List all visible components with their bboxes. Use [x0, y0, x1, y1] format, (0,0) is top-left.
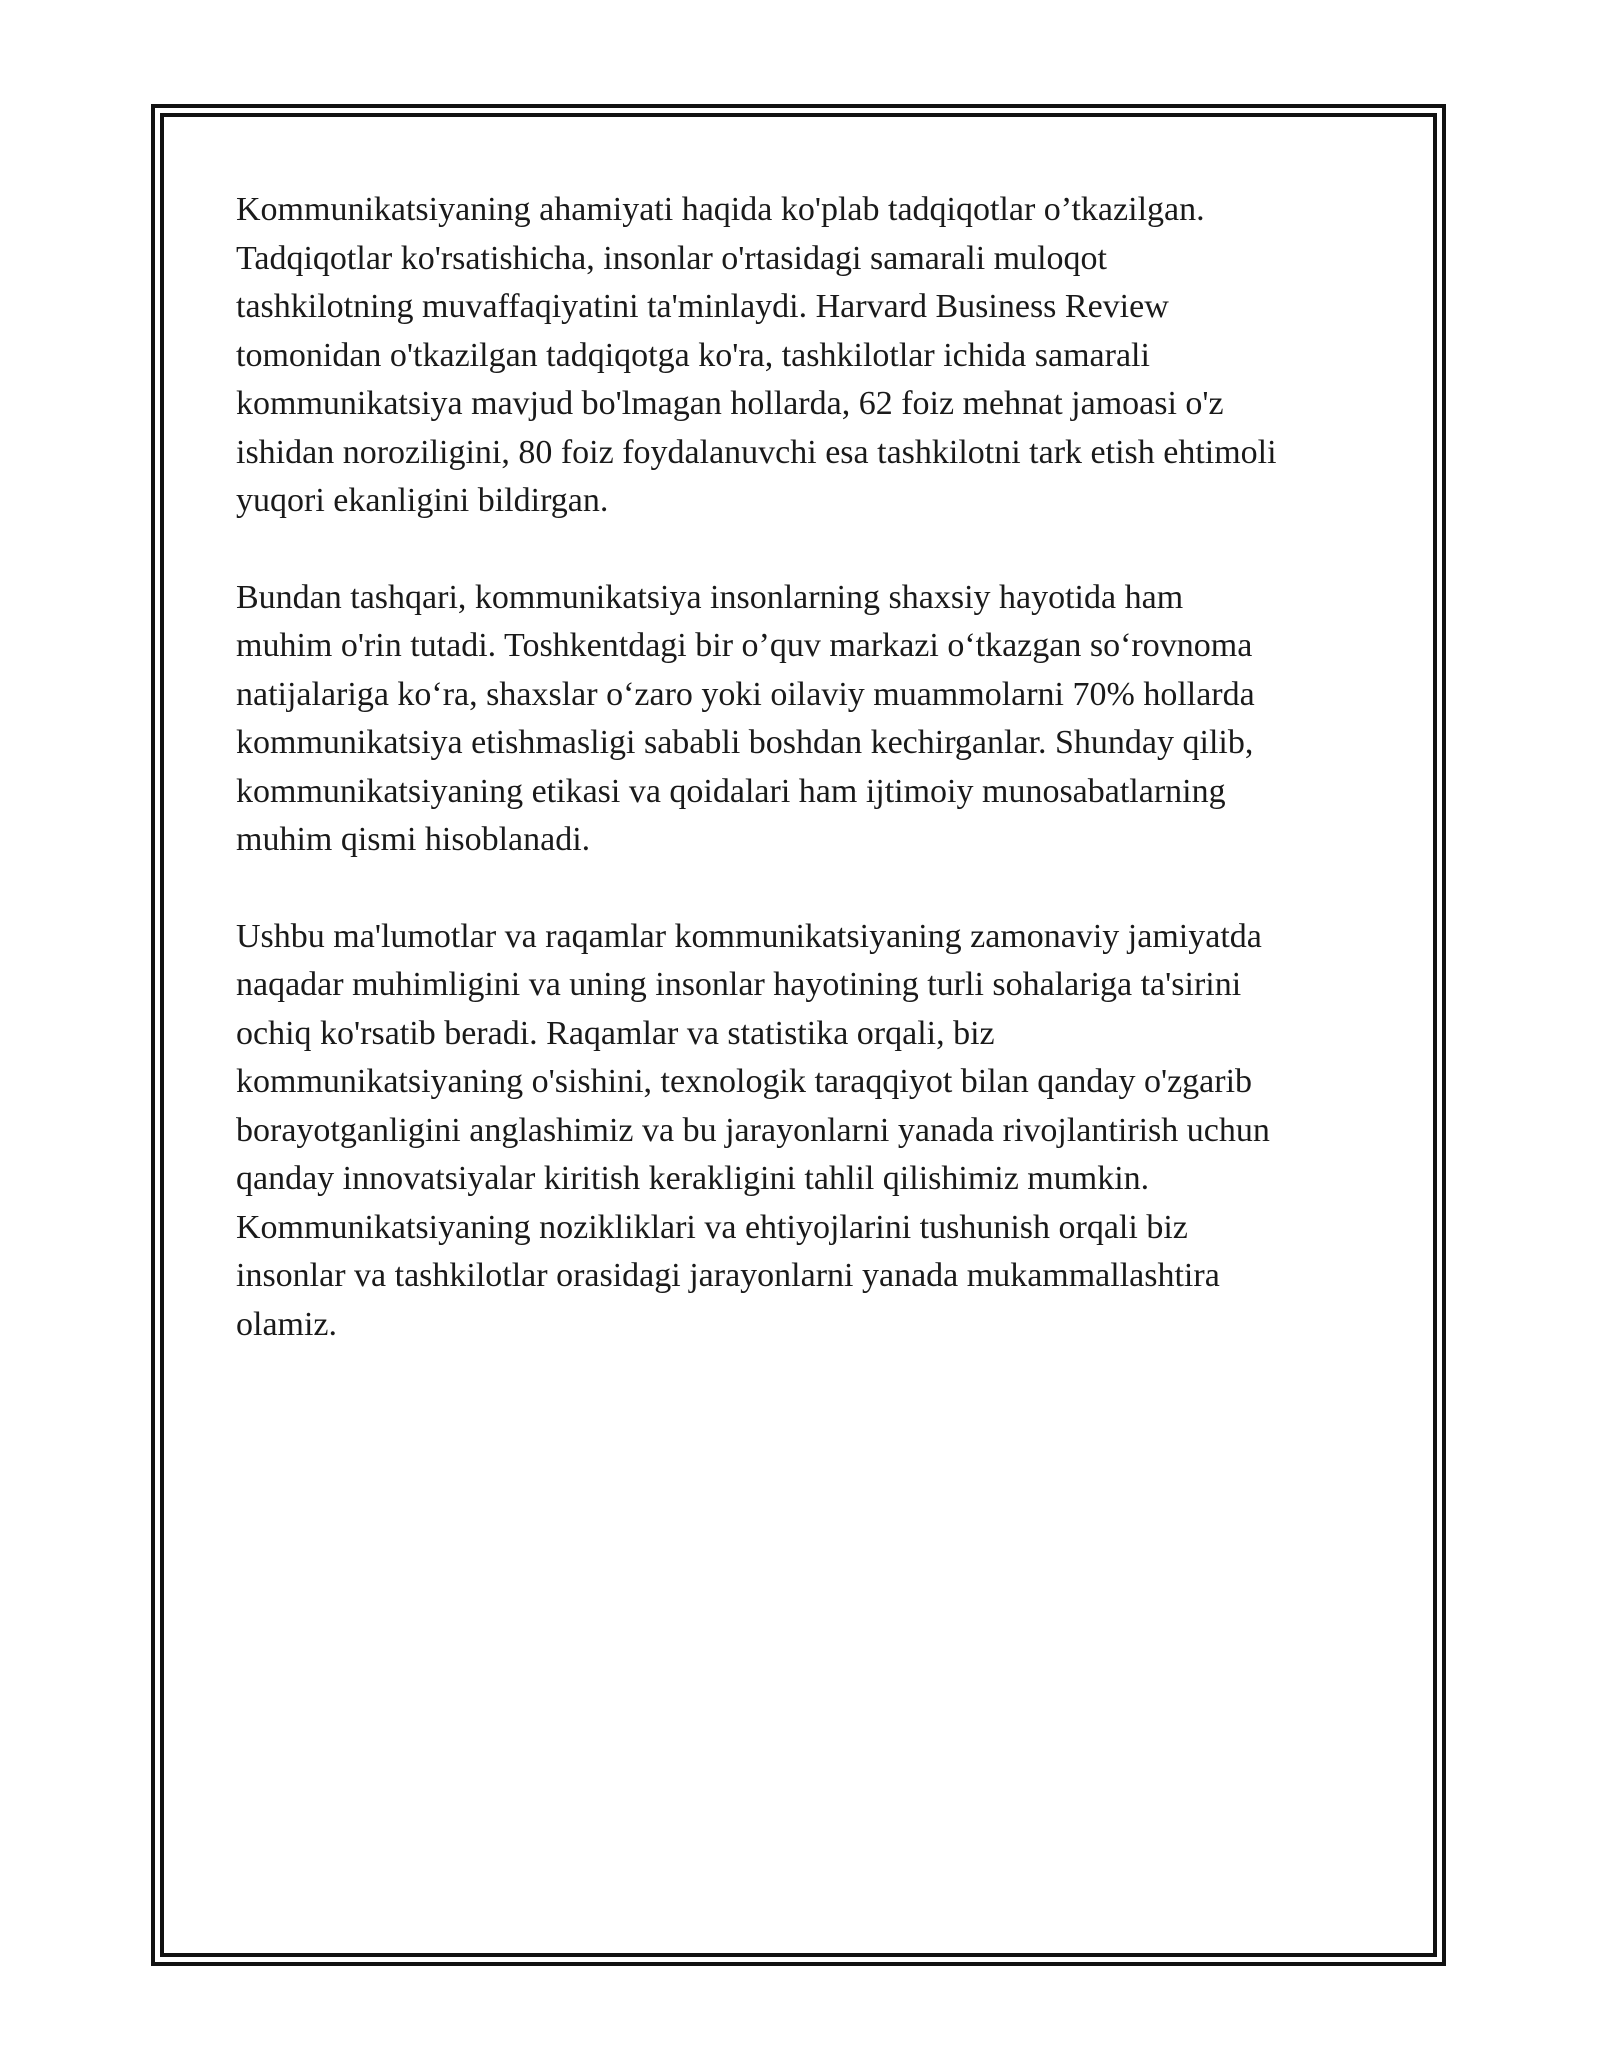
paragraph-1: Kommunikatsiyaning ahamiyati haqida ko'plab tadqiqotlar o’tkazilgan. Tadqiqotlar ko'rsatishicha, insonlar o'rtasidagi samarali muloqot tashkilotning muvaffaqiyatini ta'minlaydi. Harvard Business Review tomonidan o'tkazilgan tadqiqotga ko'ra, tashkilotlar ichida samarali kommunikatsiya mavjud bo'lmagan hollarda, 62 foiz mehnat jamoasi o'z ishidan noroziligini, 80 foiz foydalanuvchi esa tashkilotni tark etish ehtimoli yuqori ekanligini bildirgan. — [236, 191, 1277, 519]
paragraph-2: Bundan tashqari, kommunikatsiya insonlarning shaxsiy hayotida ham muhim o'rin tutadi. Toshkentdagi bir o’quv markazi o‘tkazgan so‘rovnoma natijalariga ko‘ra, shaxslar o‘zaro yoki oilaviy muammolarni 70% hollarda kommunikatsiya etishmasligi sababli boshdan kechirganlar. Shunday qilib, kommunikatsiyaning etikasi va qoidalari ham ijtimoiy munosabatlarning muhim qismi hisoblanadi. — [236, 578, 1255, 858]
paragraph-3: Ushbu ma'lumotlar va raqamlar kommunikatsiyaning zamonaviy jamiyatda naqadar muhimligini va uning insonlar hayotining turli sohalariga ta'sirini ochiq ko'rsatib beradi. Raqamlar va statistika orqali, biz kommunikatsiyaning o'sishini, texnologik taraqqiyot bilan qanday o'zgarib borayotganligini anglashimiz va bu jarayonlarni yanada rivojlantirish uchun qanday innovatsiyalar kiritish kerakligini tahlil qilishimiz mumkin. Kommunikatsiyaning nozikliklari va ehtiyojlarini tushunish orqali biz insonlar va tashkilotlar orasidagi jarayonlarni yanada mukammallashtira olamiz. — [236, 917, 1270, 1343]
document-body — [236, 186, 1376, 1397]
